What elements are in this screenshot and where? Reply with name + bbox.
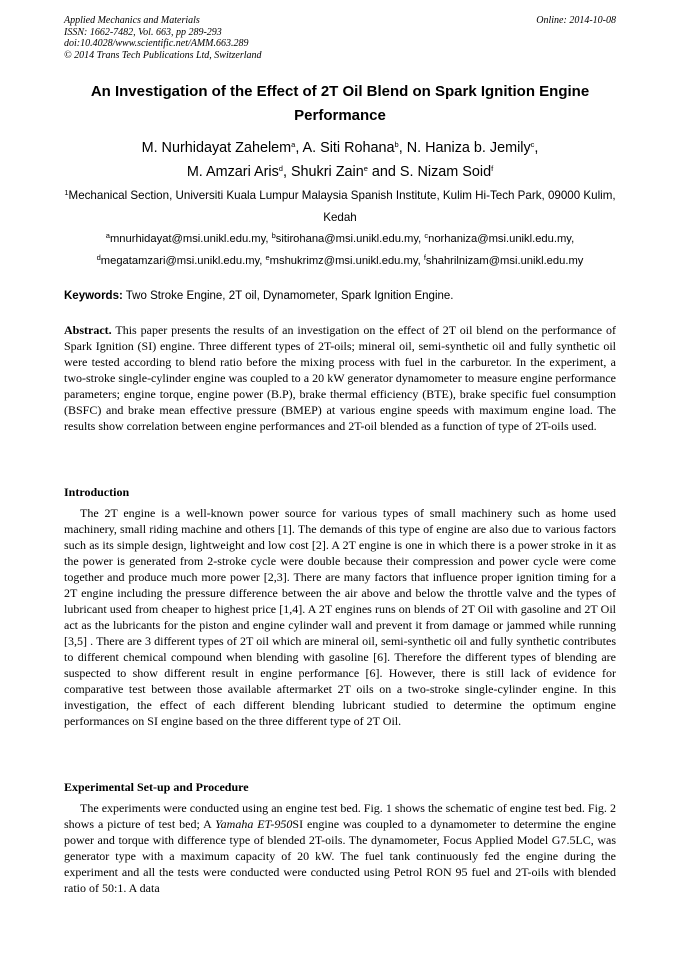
email-marker: f [423, 253, 426, 262]
online-date: Online: 2014-10-08 [536, 15, 616, 26]
doi: doi:10.4028/www.scientific.net/AMM.663.289 [64, 38, 249, 49]
email-address[interactable]: mshukrimz@msi.unikl.edu.my [269, 255, 418, 267]
author-name: M. Nurhidayat Zahelem [141, 140, 292, 156]
copyright: © 2014 Trans Tech Publications Ltd, Switzerland [64, 49, 262, 61]
email-sep: , [259, 255, 266, 267]
experimental-text-2: SI engine was coupled to a dynamometer to determine the engine power and torque with difference type of blended 2T-oils. The dynamometer, Focus Applied Model G7.5LC, was generator type with a maximum capacity of 20 kW. The fuel tank continuously fed the engine during the experiment and all the tests were conducted were conducted using Petrol RON 95 fuel and 2T-oils with blended ratio of 50:1. A data [64, 817, 616, 895]
email-address[interactable]: norhaniza@msi.unikl.edu.my, [428, 233, 575, 245]
email-marker: b [271, 231, 276, 240]
introduction-paragraph: The 2T engine is a well-known power source for various types of small machinery such as home used machinery, small riding machine and others [1]. The demands of this type of engine are also due to various factors such as its simple design, lightweight and low cost [2]. A 2T engine is one in which there is a power stroke in it as the power is generated from 2-stroke cycle were double because their compression and power cycle were come together and produce much more power [2,3]. There are many factors that influence proper ignition timing for a 2T engine including the pressure difference between the air above and below the throttle valve and the types of lubricant used from cheaper to highest price [1,4]. A 2T engines runs on blends of 2T Oil with gasoline and 2T Oil act as the lubricants for the piston and engine cylinder wall and prevent it from damage or jammed while running [3,5] . There are 3 different types of 2T oil which are mineral oil, semi-synthetic oil and fully synthetic contributes to different chemical compound when blending with gasoline [6]. Therefore the different types of blending are suspected to show different result in engine performance [6]. However, there is still lack of evidence for comparative test between those available aftermarket 2T oils on a two-stroke single-cylinder engine. In this investigation, the effect of each different blending lubricant studied to determine the optimum engine performances on SI engine based on the three different type of 2T Oil. [64, 506, 616, 728]
author-sep: , [398, 140, 407, 156]
email-address[interactable]: sitirohana@msi.unikl.edu.my [275, 233, 419, 245]
email-address[interactable]: megatamzari@msi.unikl.edu.my [100, 255, 260, 267]
author-marker: a [291, 140, 296, 149]
journal-header [64, 15, 616, 61]
author-marker: d [278, 164, 283, 173]
email-marker: c [424, 231, 429, 240]
journal-name: Applied Mechanics and Materials [64, 15, 200, 26]
author-name: M. Amzari Aris [186, 164, 279, 180]
email-sep: , [265, 233, 272, 245]
email-address[interactable]: mnurhidayat@msi.unikl.edu.my [109, 233, 266, 245]
author-sep: , [534, 140, 539, 156]
author-name: N. Haniza b. Jemily [406, 140, 531, 156]
author-marker: f [491, 164, 494, 173]
email-marker: d [96, 253, 101, 262]
abstract-text: This paper presents the results of an investigation on the effect of 2T oil blend on the performance of Spark Ignition (SI) engine. Three different types of 2T-oils; mineral oil, semi-synthetic oil and fully synthetic oil were tested according to blend ratio before the mixing process with fuel in the carburetor. In the experiment, a two-stroke single-cylinder engine was coupled to a 20 kW generator dynamometer to measure engine performance parameters; engine torque, engine power (B.P), brake thermal efficiency (BTE), brake specific fuel consumption (BSFC) and brake mean effective pressure (BMEP) at various engine speeds with maximum engine load. The results show correlation between engine performances and 2T-oil blended as a function of type of 2T-oils used. [64, 323, 616, 433]
author-name: S. Nizam Soid [399, 164, 492, 180]
experimental-paragraph [64, 800, 616, 896]
email-list [64, 228, 616, 272]
issn: ISSN: 1662-7482, Vol. 663, pp 289-293 [64, 26, 222, 38]
keywords-label: Keywords: [64, 290, 123, 302]
abstract [64, 322, 616, 434]
affiliation-marker: 1 [64, 188, 69, 197]
author-sep: and [367, 164, 400, 180]
keywords-text: Two Stroke Engine, 2T oil, Dynamometer, Spark Ignition Engine. [122, 290, 454, 302]
author-marker: b [394, 140, 399, 149]
email-sep: , [418, 233, 425, 245]
affiliation [64, 185, 616, 229]
author-name: A. Siti Rohana [302, 140, 395, 156]
email-marker: a [105, 231, 110, 240]
experimental-heading: Experimental Set-up and Procedure [64, 780, 249, 794]
keywords [64, 288, 616, 304]
affiliation-text: Mechanical Section, Universiti Kuala Lumpur Malaysia Spanish Institute, Kulim Hi-Tech Park, 09000 Kulim, Kedah [68, 189, 616, 224]
author-name: Shukri Zain [290, 164, 364, 180]
introduction-heading: Introduction [64, 485, 130, 499]
experimental-text-1: The experiments were conducted using an engine test bed. Fig. 1 shows the schematic of engine test bed. Fig. 2 shows a picture of test bed; A [64, 801, 616, 831]
paper-title: An Investigation of the Effect of 2T Oil Blend on Spark Ignition Engine Performance [90, 83, 590, 124]
email-address[interactable]: shahrilnizam@msi.unikl.edu.my [425, 255, 584, 267]
author-sep: , [295, 140, 303, 156]
abstract-label: Abstract. [64, 323, 112, 337]
email-marker: e [265, 253, 270, 262]
author-sep: , [282, 164, 291, 180]
author-list [64, 136, 616, 184]
engine-model: Yamaha ET-950 [215, 817, 293, 831]
email-sep: , [417, 255, 424, 267]
author-marker: e [363, 164, 368, 173]
author-marker: c [530, 140, 535, 149]
